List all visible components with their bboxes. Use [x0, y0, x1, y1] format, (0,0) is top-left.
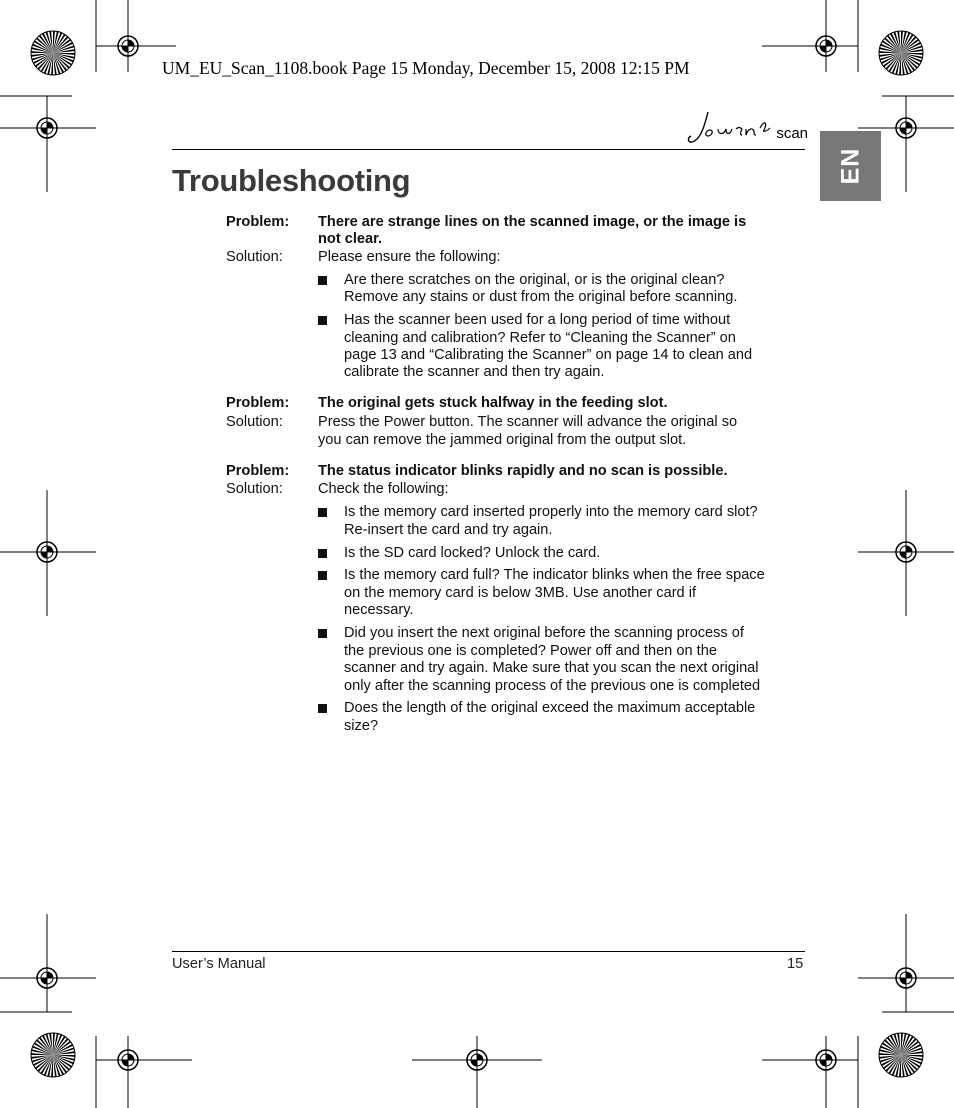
page-number: 15 [787, 956, 804, 972]
header-rule [172, 149, 805, 150]
problem-text: The status indicator blinks rapidly and no scan is possible. [318, 463, 728, 479]
bullet-text: the previous one is completed? Power off and then on the [344, 643, 717, 659]
logo-scan-word: scan [776, 125, 808, 142]
bullet-text: Is the SD card locked? Unlock the card. [344, 545, 601, 561]
solution-text: Press the Power button. The scanner will advance the original so [318, 414, 738, 430]
footer-rule [172, 951, 805, 952]
page-title: Troubleshooting [172, 163, 411, 198]
problem-text: There are strange lines on the scanned image, or the image is [318, 214, 747, 230]
star-target-icon [879, 31, 923, 75]
solution-text: Check the following: [318, 481, 449, 497]
bullet-text: scanner and try again. Make sure that you scan the next original [344, 660, 759, 676]
bullet-square-icon [318, 316, 327, 325]
bullet-text: only after the scanning process of the previous one is completed [344, 678, 761, 694]
print-header: UM_EU_Scan_1108.book Page 15 Monday, December 15, 2008 12:15 PM [162, 58, 690, 78]
language-tab [820, 131, 881, 201]
bullet-text: calibrate the scanner and then try again. [344, 364, 605, 380]
bullet-text: cleaning and calibration? Refer to “Cleaning the Scanner” on [344, 330, 736, 346]
bullet-square-icon [318, 276, 327, 285]
bullet-text: page 13 and “Calibrating the Scanner” on page 14 to clean and [344, 347, 753, 363]
bullet-text: Is the memory card full? The indicator blinks when the free space [344, 567, 765, 583]
problem-label: Problem: [226, 463, 290, 479]
bullet-text: on the memory card is below 3MB. Use another card if [344, 585, 697, 601]
problem-text: not clear. [318, 231, 383, 247]
language-tab-label: EN [836, 147, 864, 185]
star-target-icon [31, 31, 75, 75]
bullet-text: Is the memory card inserted properly into the memory card slot? [344, 504, 758, 520]
solution-text: Please ensure the following: [318, 249, 501, 265]
bullet-text: necessary. [344, 602, 414, 618]
solution-text: you can remove the jammed original from the output slot. [318, 432, 687, 448]
problem-label: Problem: [226, 214, 290, 230]
journe-scan-logo [686, 104, 808, 150]
star-target-icon [879, 1033, 923, 1077]
solution-label: Solution: [226, 249, 283, 265]
bullet-text: Has the scanner been used for a long period of time without [344, 312, 731, 328]
star-target-icon [31, 1033, 75, 1077]
bullet-text: Did you insert the next original before the scanning process of [344, 625, 744, 641]
bullet-square-icon [318, 508, 327, 517]
bullet-text: Remove any stains or dust from the original before scanning. [344, 289, 738, 305]
footer-manual-label: User’s Manual [172, 956, 266, 972]
bullet-square-icon [318, 549, 327, 558]
bullet-square-icon [318, 629, 327, 638]
bullet-text: Are there scratches on the original, or is the original clean? [344, 272, 725, 288]
solution-label: Solution: [226, 414, 283, 430]
bullet-text: Re-insert the card and try again. [344, 522, 553, 538]
bullet-text: Does the length of the original exceed the maximum acceptable [344, 700, 756, 716]
problem-text: The original gets stuck halfway in the feeding slot. [318, 395, 668, 411]
solution-label: Solution: [226, 481, 283, 497]
bullet-square-icon [318, 571, 327, 580]
problem-label: Problem: [226, 395, 290, 411]
bullet-text: size? [344, 718, 379, 734]
bullet-square-icon [318, 704, 327, 713]
